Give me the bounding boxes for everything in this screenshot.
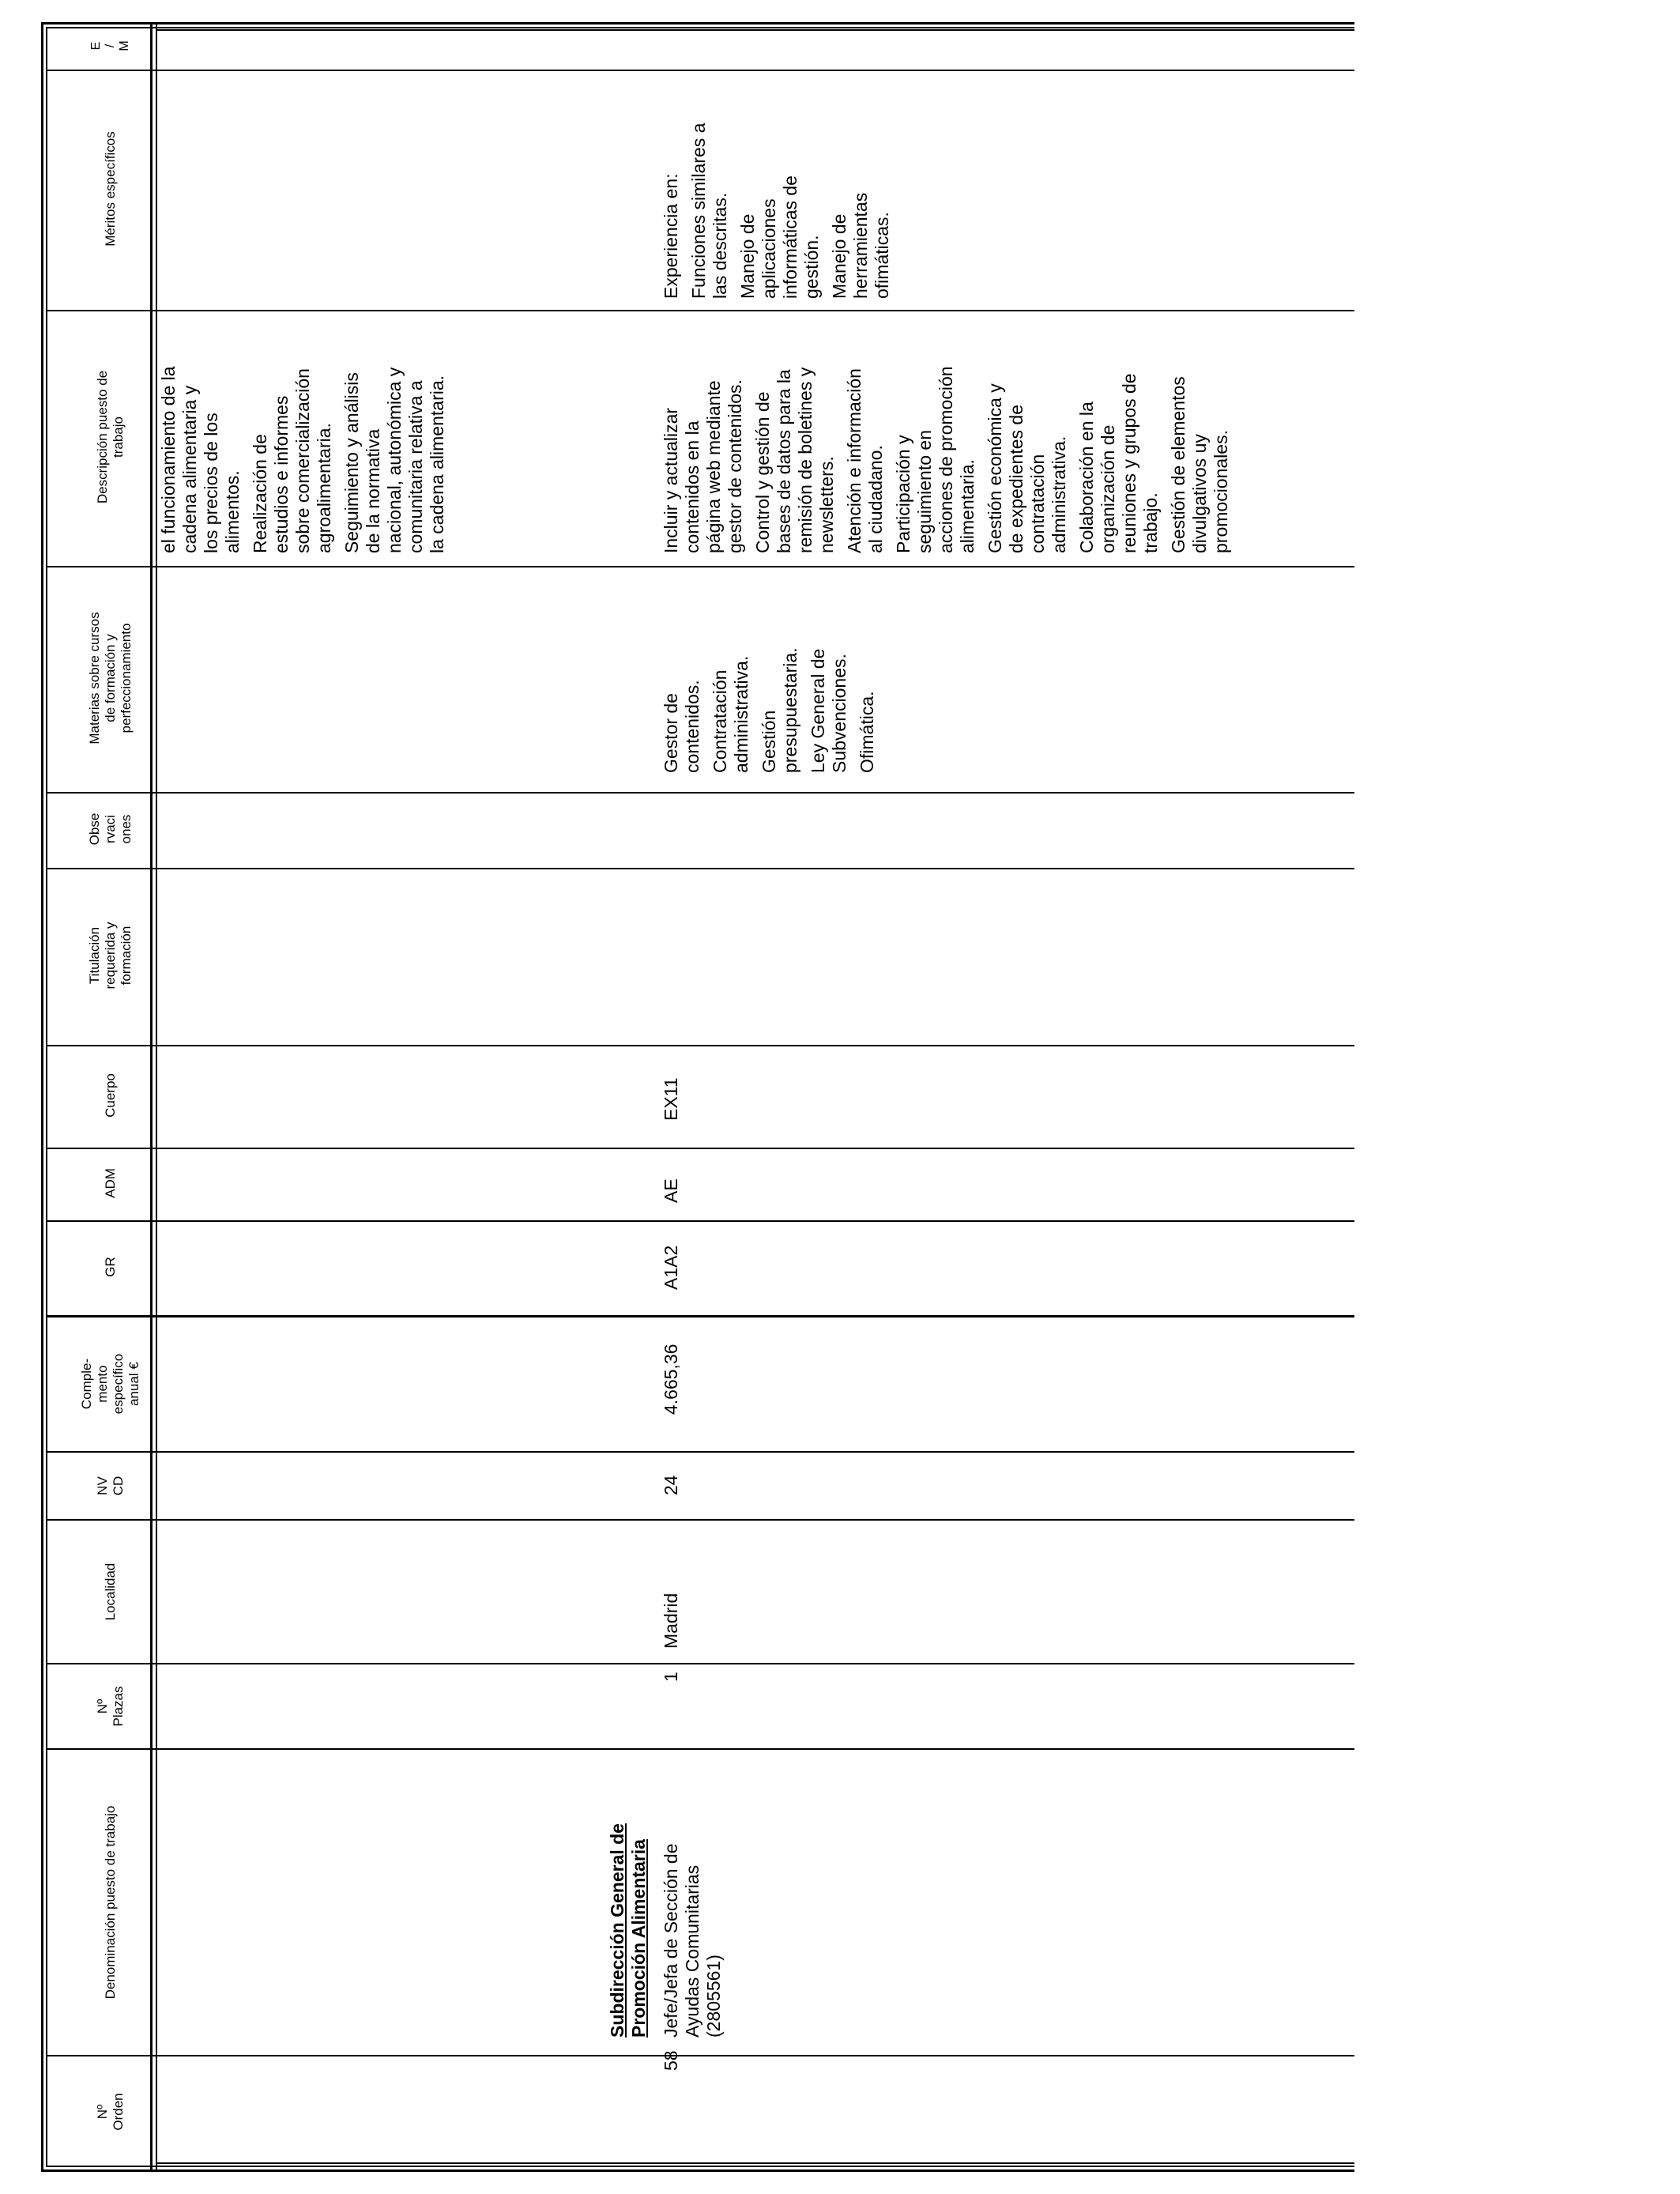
row-nivel: 24 <box>661 1475 681 1495</box>
continuation-descripcion <box>158 308 448 553</box>
row-complemento: 4.665,36 <box>661 1344 681 1415</box>
merito-item: Manejo de aplicaciones informáticas de gestión. <box>737 175 822 299</box>
row-plazas: 1 <box>661 1672 681 1682</box>
descripcion-item: Atención e información al ciudadano. <box>844 368 886 553</box>
materia-item: Gestión presupuestaria. <box>759 647 800 773</box>
row-meritos <box>661 70 893 299</box>
merito-item: Experiencia en: <box>661 173 681 299</box>
header-adm: ADM <box>103 1168 118 1198</box>
descripcion-item: Colaboración en la organización de reuniones y grupos de trabajo. <box>1076 373 1161 553</box>
header-meritos: Méritos específicos <box>103 131 118 247</box>
header-gr: GR <box>103 1257 118 1277</box>
header-titulacion: Titulación requerida y formación <box>87 922 134 990</box>
descripcion-item: Gestión económica y de expedientes de contratación administrativa. <box>985 383 1069 553</box>
descripcion-line: Realización de estudios e informes sobre comercialización agroalimentaria. <box>250 368 334 553</box>
descripcion-line: Seguimiento y análisis de la normativa nacional, autonómica y comunitaria relativa a la cadena alimentaria. <box>341 367 447 553</box>
header-n-plazas: Nº Plazas <box>95 1686 126 1727</box>
descripcion-line: el funcionamiento de la cadena alimentaria y los precios de los alimentos. <box>158 366 243 553</box>
rotated-table <box>41 22 1354 2172</box>
header-observaciones: Obse rvaci ones <box>87 812 134 846</box>
header-cuerpo: Cuerpo <box>103 1073 118 1118</box>
header-nv-cd: NV CD <box>95 1476 126 1496</box>
header-denominacion: Denominación puesto de trabajo <box>103 1805 118 2000</box>
descripcion-item: Control y gestión de bases de datos para la remisión de boletines y newsletters. <box>752 367 837 553</box>
row-cuerpo: EX11 <box>661 1077 681 1121</box>
row-denominacion: Jefe/Jefa de Sección de Ayudas Comunitarias (2805561) <box>661 1843 724 2038</box>
header-n-orden: Nº Orden <box>95 2093 126 2131</box>
descripcion-item: Incluir y actualizar contenidos en la página web mediante gestor de contenidos. <box>661 379 745 553</box>
materia-item: Gestor de contenidos. <box>661 680 703 773</box>
descripcion-item: Participación y seguimiento en acciones de promoción alimentaria. <box>893 366 977 553</box>
merito-item: Manejo de herramientas ofimáticas. <box>829 192 892 299</box>
row-orden: 58 <box>661 2050 681 2071</box>
header-complemento: Comple- mento específico anual € <box>79 1353 141 1415</box>
header-descripcion: Descripción puesto de trabajo <box>95 370 126 504</box>
row-grupo: A1A2 <box>661 1245 681 1290</box>
materia-item: Contratación administrativa. <box>710 655 751 773</box>
header-materias: Materias sobre cursos de formación y perfeccionamiento <box>87 612 134 745</box>
row-materias <box>661 567 878 773</box>
section-title: Subdirección General de Promoción Alimentaria <box>607 1823 649 2038</box>
descripcion-item: Gestión de elementos divulgativos uy promocionales. <box>1168 376 1231 553</box>
materia-item: Ley General de Subvenciones. <box>808 648 849 773</box>
header-em: E / M <box>89 40 131 51</box>
materia-item: Ofimática. <box>857 691 877 773</box>
row-localidad: Madrid <box>661 1593 681 1649</box>
row-adm: AE <box>661 1178 681 1203</box>
merito-item: Funciones similares a las descritas. <box>688 123 730 299</box>
row-descripcion <box>661 308 1232 553</box>
header-localidad: Localidad <box>103 1563 118 1621</box>
